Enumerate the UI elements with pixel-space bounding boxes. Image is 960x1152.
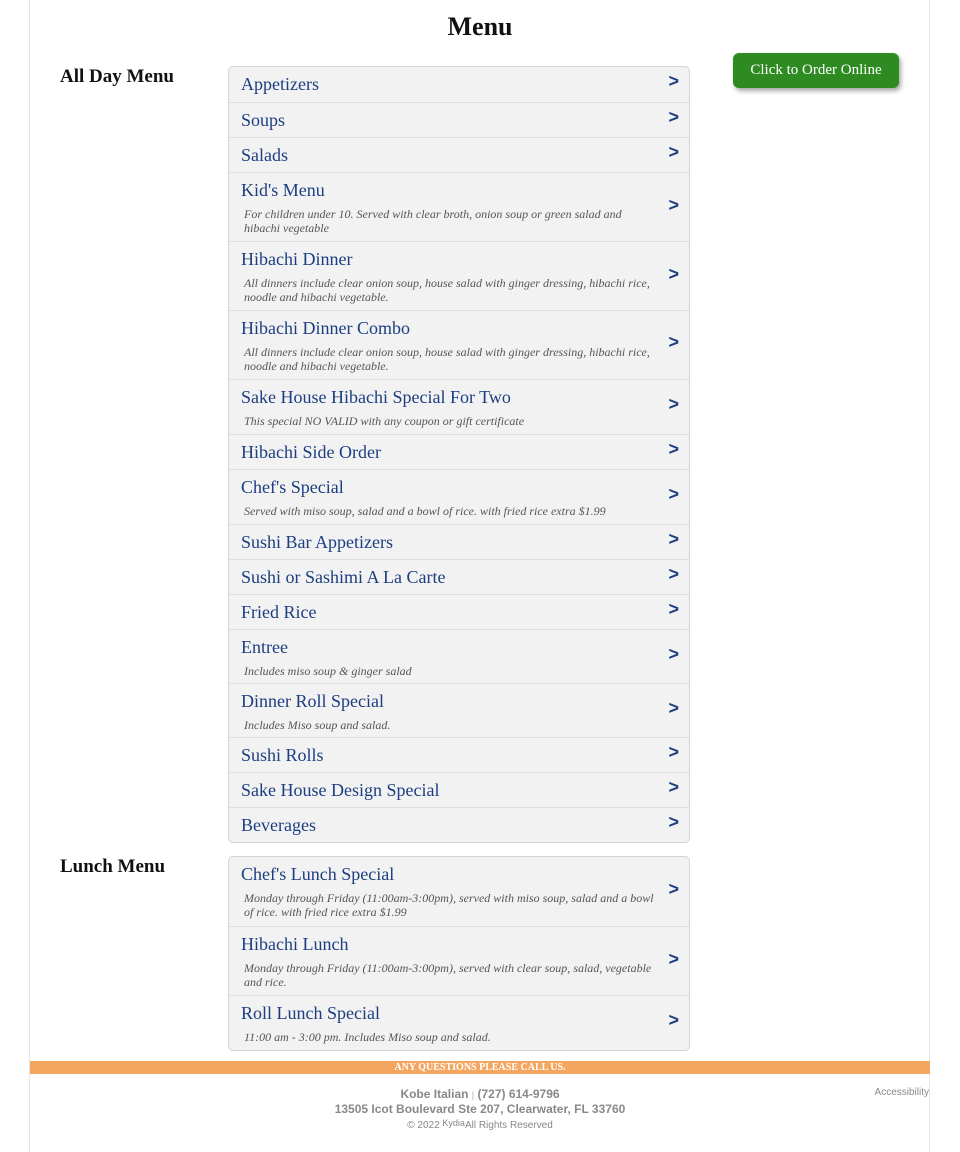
menu-category[interactable]	[229, 172, 689, 241]
menu-category[interactable]	[229, 137, 689, 172]
menu-category-name: Chef's Special	[241, 477, 344, 497]
chevron-right-icon: >	[668, 71, 679, 91]
chevron-right-icon: >	[668, 698, 679, 718]
chevron-right-icon: >	[668, 949, 679, 969]
menu-category-name: Hibachi Dinner	[241, 249, 353, 269]
menu-category[interactable]	[229, 310, 689, 379]
menu-category[interactable]	[229, 995, 689, 1050]
footer	[0, 1087, 960, 1131]
chevron-right-icon: >	[668, 879, 679, 899]
call-us-banner: ANY QUESTIONS PLEASE CALL US.	[30, 1061, 930, 1074]
menu-category-description: Includes miso soup & ginger salad	[244, 664, 412, 678]
phone-link[interactable]: (727) 614-9796	[477, 1087, 560, 1101]
menu-category[interactable]	[229, 857, 689, 926]
chevron-right-icon: >	[668, 264, 679, 284]
menu-category-description: For children under 10. Served with clear broth, onion soup or green salad and hibachi vegetable	[244, 207, 622, 235]
menu-category-name: Chef's Lunch Special	[241, 864, 395, 884]
menu-category[interactable]	[229, 559, 689, 594]
menu-category[interactable]	[229, 807, 689, 842]
menu-category[interactable]	[229, 926, 689, 995]
menu-category[interactable]	[229, 469, 689, 524]
rights-text: All Rights Reserved	[464, 1120, 553, 1131]
menu-category-description: 11:00 am - 3:00 pm. Includes Miso soup and salad.	[244, 1030, 491, 1044]
chevron-right-icon: >	[668, 742, 679, 762]
chevron-right-icon: >	[668, 439, 679, 459]
lunch-menu-list	[228, 856, 690, 1051]
menu-category[interactable]	[229, 434, 689, 469]
menu-category[interactable]	[229, 594, 689, 629]
menu-category[interactable]	[229, 683, 689, 737]
menu-category[interactable]	[229, 67, 689, 102]
section-label-all-day: All Day Menu	[60, 66, 174, 87]
order-online-button[interactable]: Click to Order Online	[733, 53, 899, 88]
menu-category[interactable]	[229, 102, 689, 137]
menu-category[interactable]	[229, 524, 689, 559]
chevron-right-icon: >	[668, 332, 679, 352]
menu-category-description: This special NO VALID with any coupon or gift certificate	[244, 414, 525, 428]
menu-category-description: All dinners include clear onion soup, house salad with ginger dressing, hibachi rice, noodle and hibachi vegetable.	[244, 345, 650, 373]
menu-category-description: Served with miso soup, salad and a bowl of rice. with fried rice extra $1.99	[244, 504, 606, 518]
kydia-link[interactable]: Kydia	[442, 1118, 465, 1128]
menu-category-name: Sake House Hibachi Special For Two	[241, 387, 511, 407]
menu-category-name: Beverages	[241, 815, 316, 835]
menu-category-name: Entree	[241, 637, 288, 657]
menu-category[interactable]	[229, 737, 689, 772]
footer-separator: |	[471, 1090, 475, 1100]
menu-category-description: All dinners include clear onion soup, house salad with ginger dressing, hibachi rice, noodle and hibachi vegetable.	[244, 276, 650, 304]
page-title: Menu	[447, 12, 513, 41]
chevron-right-icon: >	[668, 1010, 679, 1030]
menu-category-description: Monday through Friday (11:00am-3:00pm), served with miso soup, salad and a bowl of rice. with fried rice extra $1.99	[244, 891, 654, 919]
chevron-right-icon: >	[668, 777, 679, 797]
chevron-right-icon: >	[668, 529, 679, 549]
menu-category-name: Sushi Bar Appetizers	[241, 532, 393, 552]
chevron-right-icon: >	[668, 564, 679, 584]
menu-category[interactable]	[229, 379, 689, 434]
menu-category-name: Hibachi Side Order	[241, 442, 381, 462]
menu-category-name: Sushi Rolls	[241, 745, 324, 765]
copyright: © 2022	[407, 1120, 440, 1131]
menu-category[interactable]	[229, 629, 689, 683]
menu-category-name: Appetizers	[241, 74, 319, 94]
menu-category-description: Monday through Friday (11:00am-3:00pm), served with clear soup, salad, vegetable and rice.	[244, 961, 652, 989]
chevron-right-icon: >	[668, 142, 679, 162]
menu-category-name: Roll Lunch Special	[241, 1003, 380, 1023]
address: 13505 Icot Boulevard Ste 207, Clearwater, FL 33760	[334, 1102, 626, 1116]
chevron-right-icon: >	[668, 484, 679, 504]
menu-category-name: Sushi or Sashimi A La Carte	[241, 567, 446, 587]
menu-category[interactable]	[229, 772, 689, 807]
chevron-right-icon: >	[668, 599, 679, 619]
menu-category-name: Dinner Roll Special	[241, 691, 384, 711]
menu-category-name: Soups	[241, 110, 286, 130]
restaurant-name: Kobe Italian	[400, 1087, 469, 1101]
chevron-right-icon: >	[668, 644, 679, 664]
menu-category-description: Includes Miso soup and salad.	[244, 718, 391, 732]
menu-category[interactable]	[229, 241, 689, 310]
menu-category-name: Hibachi Dinner Combo	[241, 318, 410, 338]
menu-category-name: Fried Rice	[241, 602, 317, 622]
all-day-menu-list	[228, 66, 690, 843]
menu-category-name: Kid's Menu	[241, 180, 325, 200]
menu-category-name: Salads	[241, 145, 288, 165]
accessibility-link[interactable]: Accessibility	[874, 1087, 929, 1098]
chevron-right-icon: >	[668, 107, 679, 127]
chevron-right-icon: >	[668, 812, 679, 832]
chevron-right-icon: >	[668, 394, 679, 414]
section-label-lunch: Lunch Menu	[60, 856, 166, 877]
chevron-right-icon: >	[668, 195, 679, 215]
menu-category-name: Sake House Design Special	[241, 780, 440, 800]
menu-category-name: Hibachi Lunch	[241, 934, 349, 954]
